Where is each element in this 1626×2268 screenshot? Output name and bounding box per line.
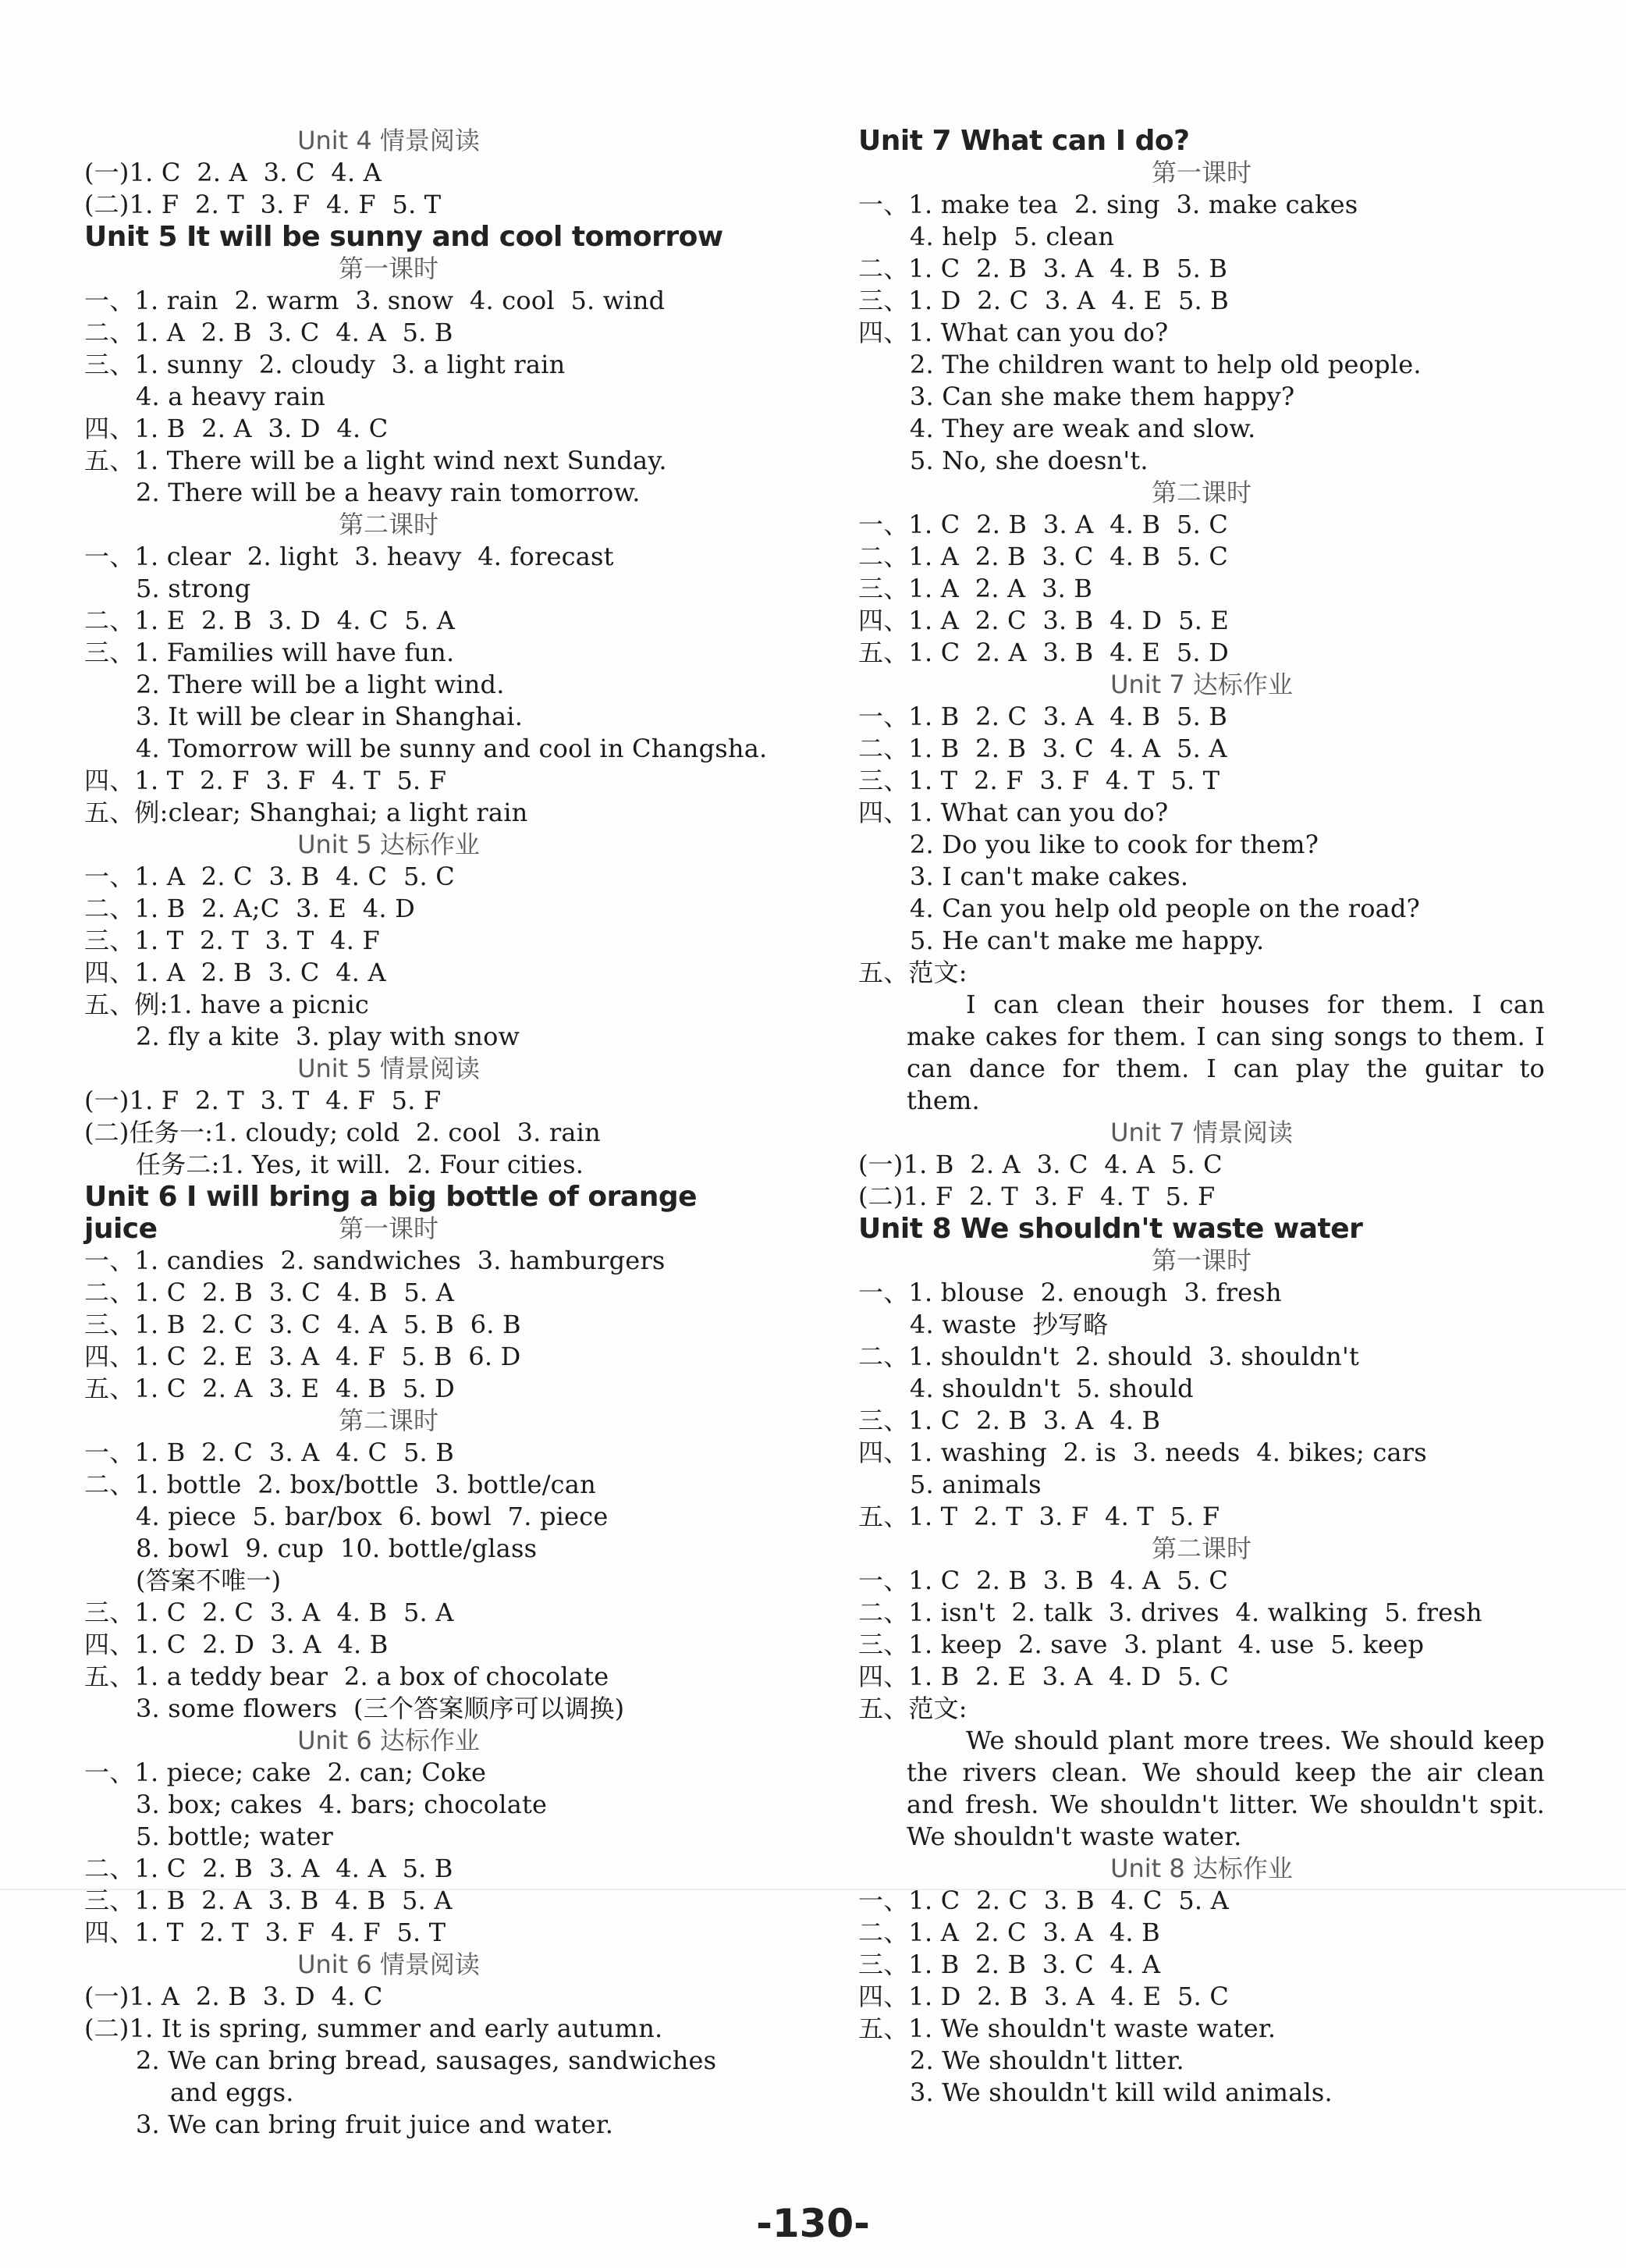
answer-line: 二、1. A 2. B 3. C 4. B 5. C (858, 542, 1229, 571)
answer-line: 3. We can bring fruit juice and water. (136, 2110, 614, 2139)
answer-line: 四、1. T 2. F 3. F 4. T 5. F (84, 766, 447, 795)
answer-line: 五、1. We shouldn't waste water. (858, 2014, 1276, 2043)
section-subtitle: Unit 7 达标作业 (1110, 670, 1293, 699)
answer-line: (二)1. It is spring, summer and early autumn. (84, 2014, 663, 2043)
answer-line: (一)1. C 2. A 3. C 4. A (84, 158, 382, 187)
answer-line: 四、1. T 2. T 3. F 4. F 5. T (84, 1918, 446, 1947)
answer-line: 三、1. C 2. C 3. A 4. B 5. A (84, 1598, 454, 1627)
answer-line: 3. I can't make cakes. (910, 862, 1189, 891)
answer-line: 四、1. C 2. E 3. A 4. F 5. B 6. D (84, 1342, 521, 1371)
answer-line: 四、1. B 2. E 3. A 4. D 5. C (858, 1662, 1230, 1691)
answer-line: (二)任务一:1. cloudy; cold 2. cool 3. rain (84, 1118, 601, 1147)
answer-line: 五、1. T 2. T 3. F 4. T 5. F (858, 1502, 1220, 1531)
answer-line: 五、范文: (858, 1694, 967, 1723)
answer-line: 二、1. E 2. B 3. D 4. C 5. A (84, 606, 456, 635)
answer-line: 三、1. Families will have fun. (84, 638, 455, 667)
answer-line: 5. strong (136, 574, 251, 603)
answer-line: 五、例:1. have a picnic (84, 990, 370, 1019)
section-subtitle: 第二课时 (1151, 1534, 1251, 1563)
answer-line: 四、1. C 2. D 3. A 4. B (84, 1630, 389, 1659)
answer-line: 三、1. C 2. B 3. A 4. B (858, 1406, 1161, 1435)
left-column (84, 125, 768, 2141)
answer-line: 三、1. D 2. C 3. A 4. E 5. B (858, 286, 1230, 315)
answer-line: 4. waste 抄写略 (910, 1310, 1109, 1339)
section-subtitle: Unit 5 达标作业 (297, 830, 480, 859)
answer-line: 一、1. piece; cake 2. can; Coke (84, 1758, 487, 1787)
answer-line: 三、1. T 2. T 3. T 4. F (84, 926, 380, 955)
answer-line: 3. box; cakes 4. bars; chocolate (136, 1790, 548, 1819)
answer-line: 5. He can't make me happy. (910, 926, 1265, 955)
answer-line: 2. The children want to help old people. (910, 350, 1422, 379)
answer-line: 二、1. C 2. B 3. A 4. A 5. B (84, 1854, 453, 1883)
section-subtitle: Unit 7 情景阅读 (1110, 1118, 1293, 1147)
section-subtitle: Unit 6 达标作业 (297, 1726, 480, 1755)
answer-line: 3. some flowers (三个答案顺序可以调换) (136, 1694, 625, 1723)
answer-line: 五、范文: (858, 958, 967, 987)
answer-line: 二、1. B 2. A;C 3. E 4. D (84, 894, 415, 923)
answer-line: 任务二:1. Yes, it will. 2. Four cities. (136, 1150, 584, 1179)
answer-line: 二、1. A 2. C 3. A 4. B (858, 1918, 1160, 1947)
answer-line: 4. They are weak and slow. (910, 414, 1256, 443)
section-subtitle: 第二课时 (338, 1406, 438, 1435)
answer-line: 三、1. keep 2. save 3. plant 4. use 5. keep (858, 1630, 1425, 1659)
answer-line: 四、1. B 2. A 3. D 4. C (84, 414, 389, 443)
answer-line: 二、1. C 2. B 3. A 4. B 5. B (858, 254, 1228, 283)
answer-line: 五、1. There will be a light wind next Sunday. (84, 446, 667, 475)
answer-line: (二)1. F 2. T 3. F 4. T 5. F (858, 1182, 1216, 1211)
answer-line: (一)1. A 2. B 3. D 4. C (84, 1982, 383, 2011)
section-subtitle: 第一课时 (1151, 1246, 1251, 1275)
answer-line: 一、1. blouse 2. enough 3. fresh (858, 1278, 1282, 1307)
answer-line: 一、1. B 2. C 3. A 4. B 5. B (858, 702, 1228, 731)
answer-line: 三、1. B 2. B 3. C 4. A (858, 1950, 1161, 1979)
answer-line: 二、1. A 2. B 3. C 4. A 5. B (84, 318, 453, 347)
answer-line: 2. We can bring bread, sausages, sandwiches (136, 2046, 717, 2075)
answer-line: 4. help 5. clean (910, 222, 1115, 251)
answer-line: 4. a heavy rain (136, 382, 326, 411)
section-subtitle: 第一课时 (338, 1214, 438, 1243)
answer-line: 一、1. B 2. C 3. A 4. C 5. B (84, 1438, 455, 1467)
answer-line: 五、1. a teddy bear 2. a box of chocolate (84, 1662, 609, 1691)
answer-line: 二、1. isn't 2. talk 3. drives 4. walking 5. fresh (858, 1598, 1482, 1627)
answer-line: 二、1. C 2. B 3. C 4. B 5. A (84, 1278, 455, 1307)
answer-line: (一)1. B 2. A 3. C 4. A 5. C (858, 1150, 1223, 1179)
section-subtitle: 第一课时 (338, 254, 438, 283)
answer-line: 三、1. A 2. A 3. B (858, 574, 1093, 603)
answer-line: 五、例:clear; Shanghai; a light rain (84, 798, 528, 827)
answer-line: 三、1. B 2. A 3. B 4. B 5. A (84, 1886, 453, 1915)
answer-line: 4. shouldn't 5. should (910, 1374, 1194, 1403)
section-subtitle: 第二课时 (1151, 478, 1251, 507)
page-number: -130- (756, 2201, 870, 2246)
answer-line: 4. Tomorrow will be sunny and cool in Changsha. (136, 734, 768, 763)
section-subtitle: 第一课时 (1151, 158, 1251, 187)
answer-line: 二、1. B 2. B 3. C 4. A 5. A (858, 734, 1227, 763)
answer-line: 三、1. B 2. C 3. C 4. A 5. B 6. B (84, 1310, 521, 1339)
answer-line: 一、1. A 2. C 3. B 4. C 5. C (84, 862, 455, 891)
section-subtitle: Unit 8 达标作业 (1110, 1854, 1293, 1883)
answer-line: 一、1. clear 2. light 3. heavy 4. forecast (84, 542, 614, 571)
section-subtitle: Unit 6 情景阅读 (297, 1950, 480, 1979)
answer-line: 四、1. washing 2. is 3. needs 4. bikes; cars (858, 1438, 1427, 1467)
unit-heading: Unit 5 It will be sunny and cool tomorrow (84, 221, 723, 253)
right-column (858, 125, 1545, 2109)
answer-line: 四、1. D 2. B 3. A 4. E 5. C (858, 1982, 1230, 2011)
answer-line: 一、1. C 2. B 3. A 4. B 5. C (858, 510, 1229, 539)
section-subtitle: 第二课时 (338, 510, 438, 539)
answer-line: 一、1. make tea 2. sing 3. make cakes (858, 190, 1358, 219)
section-subtitle: Unit 5 情景阅读 (297, 1054, 480, 1083)
answer-line: (答案不唯一) (136, 1566, 282, 1595)
answer-line: 一、1. C 2. B 3. B 4. A 5. C (858, 1566, 1229, 1595)
answer-line: 3. We shouldn't kill wild animals. (910, 2078, 1333, 2107)
answer-line: 3. It will be clear in Shanghai. (136, 702, 524, 731)
answer-line: 四、1. A 2. B 3. C 4. A (84, 958, 386, 987)
section-subtitle: Unit 4 情景阅读 (297, 126, 480, 155)
unit-heading: Unit 8 We shouldn't waste water (858, 1213, 1363, 1245)
answer-line: 二、1. bottle 2. box/bottle 3. bottle/can (84, 1470, 596, 1499)
answer-line: 一、1. rain 2. warm 3. snow 4. cool 5. wind (84, 286, 666, 315)
unit-heading: Unit 7 What can I do? (858, 125, 1190, 157)
answer-line: 三、1. sunny 2. cloudy 3. a light rain (84, 350, 566, 379)
answer-line: 三、1. T 2. F 3. F 4. T 5. T (858, 766, 1220, 795)
model-essay: I can clean their houses for them. I can make cakes for them. I can sing songs to them. I can dance for them. I can play the guitar to them. (907, 990, 1545, 1115)
answer-line: 2. fly a kite 3. play with snow (136, 1022, 520, 1051)
model-essay: We should plant more trees. We should keep the rivers clean. We should keep the air clean and fresh. We shouldn't litter. We shouldn't spit. We shouldn't waste water. (907, 1726, 1545, 1851)
answer-line: 四、1. A 2. C 3. B 4. D 5. E (858, 606, 1230, 635)
answer-line: 五、1. C 2. A 3. B 4. E 5. D (858, 638, 1230, 667)
answer-line: and eggs. (170, 2078, 294, 2107)
answer-line: 五、1. C 2. A 3. E 4. B 5. D (84, 1374, 456, 1403)
answer-line: (一)1. F 2. T 3. T 4. F 5. F (84, 1086, 442, 1115)
answer-line: 2. Do you like to cook for them? (910, 830, 1319, 859)
answer-line: 一、1. candies 2. sandwiches 3. hamburgers (84, 1246, 666, 1275)
answer-line: 5. No, she doesn't. (910, 446, 1148, 475)
answer-line: 2. There will be a heavy rain tomorrow. (136, 478, 641, 507)
answer-line: 8. bowl 9. cup 10. bottle/glass (136, 1534, 538, 1563)
answer-line: 4. Can you help old people on the road? (910, 894, 1420, 923)
answer-line: 2. There will be a light wind. (136, 670, 505, 699)
answer-line: 2. We shouldn't litter. (910, 2046, 1184, 2075)
unit-heading: Unit 6 I will bring a big bottle of orange juice (84, 1181, 698, 1245)
answer-line: 4. piece 5. bar/box 6. bowl 7. piece (136, 1502, 609, 1531)
answer-line: 四、1. What can you do? (858, 318, 1169, 347)
answer-line: 5. bottle; water (136, 1822, 334, 1851)
answer-line: 3. Can she make them happy? (910, 382, 1295, 411)
answer-line: (二)1. F 2. T 3. F 4. F 5. T (84, 190, 442, 219)
answer-line: 5. animals (910, 1470, 1042, 1499)
answer-line: 一、1. C 2. C 3. B 4. C 5. A (858, 1886, 1229, 1915)
answer-line: 二、1. shouldn't 2. should 3. shouldn't (858, 1342, 1360, 1371)
answer-line: 四、1. What can you do? (858, 798, 1169, 827)
